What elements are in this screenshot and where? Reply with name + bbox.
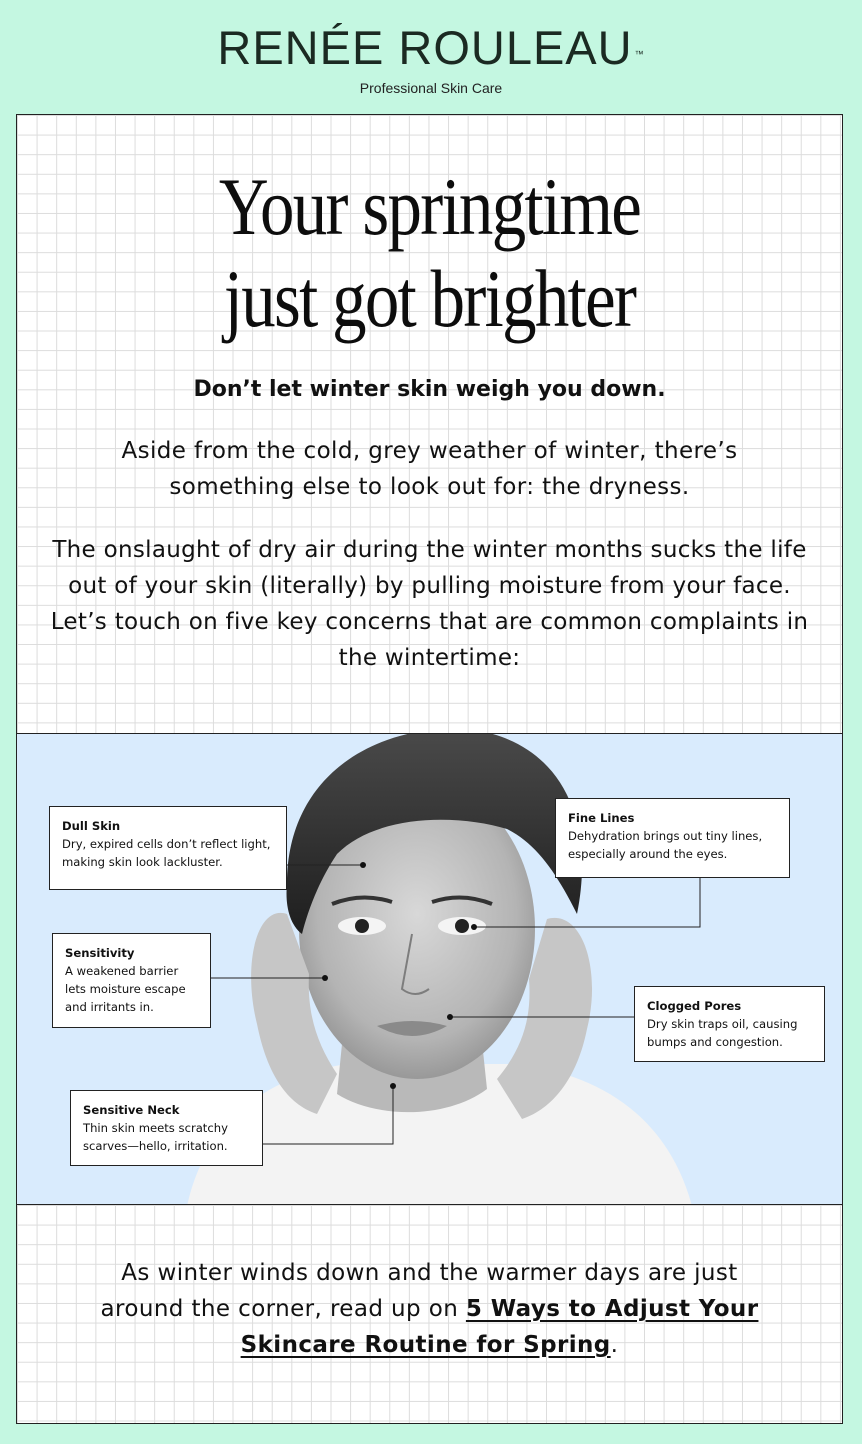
subheading: Don’t let winter skin weigh you down. bbox=[193, 377, 666, 402]
headline-line-1: Your springtime bbox=[218, 161, 641, 252]
intro-paragraph-2: The onslaught of dry air during the winter months sucks the life out of your skin (literally) by pulling moisture from your face. Let’s touch on five key concerns that are common complaints in the wintertime: bbox=[50, 537, 809, 671]
callout-text: Dehydration brings out tiny lines, especially around the eyes. bbox=[568, 829, 763, 861]
callout-text: Thin skin meets scratchy scarves—hello, irritation. bbox=[83, 1121, 228, 1153]
brand-name: RENÉE ROULEAU bbox=[217, 21, 633, 74]
trademark-symbol: ™ bbox=[634, 49, 645, 59]
callout-fine-lines bbox=[555, 798, 790, 878]
closing-section bbox=[17, 1205, 842, 1424]
intro-section bbox=[17, 115, 842, 733]
callout-title: Sensitive Neck bbox=[83, 1103, 180, 1117]
callout-sensitivity bbox=[52, 933, 211, 1028]
closing-paragraph bbox=[77, 1255, 782, 1363]
headline-line-2: just got brighter bbox=[223, 253, 636, 344]
callout-text: A weakened barrier lets moisture escape and irritants in. bbox=[65, 964, 186, 1014]
portrait-section bbox=[17, 733, 842, 1205]
infographic-panel bbox=[16, 114, 843, 1424]
callout-text: Dry skin traps oil, causing bumps and congestion. bbox=[647, 1017, 798, 1049]
callout-title: Clogged Pores bbox=[647, 999, 742, 1013]
header bbox=[0, 0, 862, 114]
callout-clogged-pores bbox=[634, 986, 825, 1062]
spring-routine-article-link[interactable]: 5 Ways to Adjust Your Skincare Routine for Spring bbox=[240, 1296, 759, 1358]
callout-title: Fine Lines bbox=[568, 811, 635, 825]
callout-dull-skin bbox=[49, 806, 287, 890]
callout-sensitive-neck bbox=[70, 1090, 263, 1166]
closing-text: As winter winds down and the warmer days are just around the corner, read up on bbox=[100, 1260, 738, 1322]
headline bbox=[83, 161, 776, 345]
brand-tagline: Professional Skin Care bbox=[359, 80, 503, 96]
closing-period: . bbox=[610, 1332, 619, 1358]
intro-paragraph-1: Aside from the cold, grey weather of winter, there’s something else to look out for: the dryness. bbox=[121, 438, 738, 500]
callout-title: Dull Skin bbox=[62, 819, 121, 833]
callout-title: Sensitivity bbox=[65, 946, 135, 960]
callout-text: Dry, expired cells don’t reflect light, making skin look lackluster. bbox=[62, 837, 271, 869]
brand-logo[interactable] bbox=[0, 20, 862, 76]
